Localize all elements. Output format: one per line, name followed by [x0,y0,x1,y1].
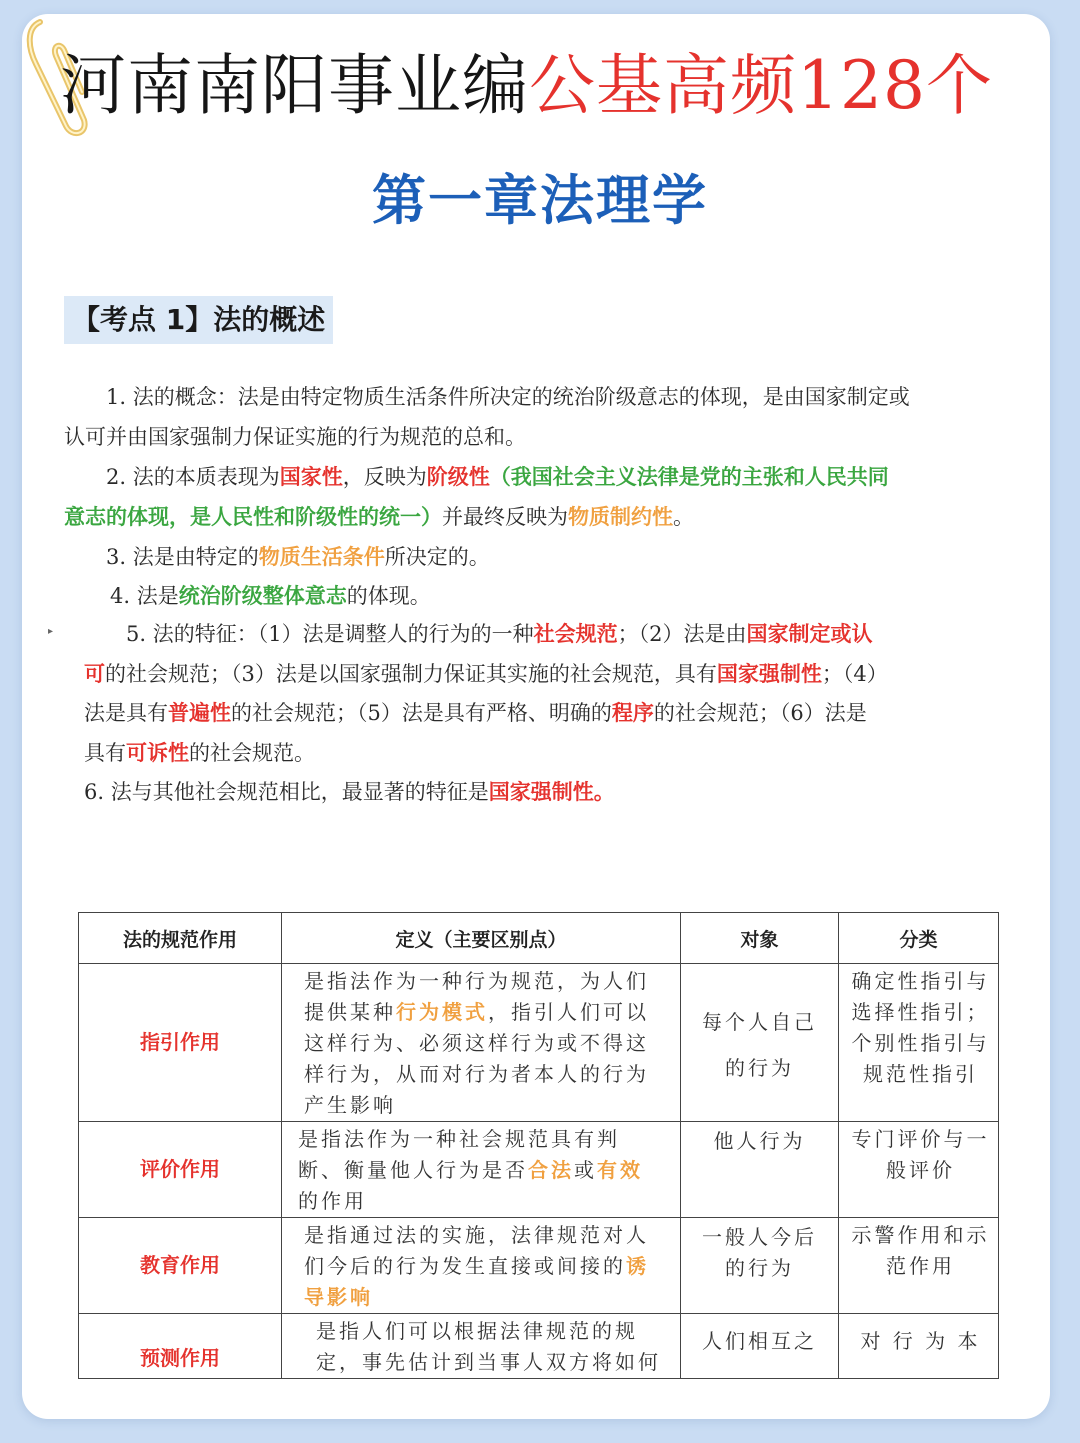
p5-highlight-procedure: 程序 [611,701,654,725]
paragraph-2-line-1 [64,458,1004,498]
p5-highlight-state-a: 国家制定或认 [746,622,873,646]
function-name: 预测作用 [79,1314,282,1379]
p3-text-a: 3. 法是由特定的 [106,545,259,569]
paragraph-1-line-2: 认可并由国家强制力保证实施的行为规范的总和。 [64,424,526,449]
def-text: 的作用 [298,1189,367,1213]
def-text: 或 [574,1158,597,1182]
section-label: 【考点 1】法的概述 [64,296,333,344]
paragraph-2-line-2 [64,498,1004,538]
function-name: 教育作用 [79,1218,282,1314]
p2-highlight-class: 阶级性 [426,465,490,489]
paragraph-4 [110,577,1010,617]
def-text: ，指引人们可以这样行为、必须这样行为或不得这样行为，从而对行为者本人的行为产生影响 [304,1000,649,1117]
p4-text-a: 4. 法是 [110,584,179,608]
table-row [79,1122,999,1218]
title-black: 河南南阳事业编 [60,47,529,124]
p5-highlight-state-b: 可 [84,661,105,686]
category-cell: 示警作用和示范作用 [839,1218,999,1314]
definition-cell [282,964,681,1122]
p6-text-a: 6. 法与其他社会规范相比，最显著的特征是 [84,780,489,804]
p2-text-i: 。 [673,504,694,529]
paragraph-5-line-1 [84,615,1004,655]
def-highlight: 诱导影响 [304,1254,649,1309]
def-text: 是指通过法的实施，法律规范对人们今后的行为发生直接或间接的 [304,1223,649,1278]
p5-highlight-universal: 普遍性 [168,701,231,725]
def-highlight: 有效 [597,1158,643,1182]
header-definition: 定义（主要区别点） [282,913,681,964]
def-highlight: 合法 [528,1158,574,1182]
p2-text-c: ，反映为 [342,465,427,489]
table-row [79,964,999,1122]
object-cell: 人们相互之 [681,1314,839,1379]
category-cell: 对 行 为 本 [839,1314,999,1379]
p2-highlight-national: 国家性 [279,465,343,489]
category-cell: 确定性指引与选择性指引；个别性指引与规范性指引 [839,964,999,1122]
paragraph-5-line-4 [84,734,1004,774]
definition-cell [282,1218,681,1314]
p6-highlight: 国家强制性。 [488,780,615,804]
p2-text-g: 并最终反映为 [442,504,568,529]
bullet-marker-icon: ▸ [48,626,54,637]
paragraph-5 [84,615,1004,773]
paragraph-5-line-2 [84,655,1004,695]
paragraph-3 [106,538,1006,578]
table-header-row [79,913,999,964]
definition-cell [282,1122,681,1218]
title-red: 公基高频128个 [529,47,993,124]
p5-highlight-social: 社会规范 [533,622,618,646]
def-text: 是指法作为一种社会规范具有判断、衡量他人行为是否 [298,1127,620,1182]
header-category: 分类 [839,913,999,964]
header-object: 对象 [681,913,839,964]
function-name: 指引作用 [79,964,282,1122]
def-text: 是指法作为一种行为规范，为人们提供某种 [304,969,649,1024]
p5-highlight-coercive: 国家强制性 [716,661,822,686]
p5-text-f: 的社会规范；（3）法是以国家强制力保证其实施的社会规范，具有 [105,661,717,686]
p2-text-a: 2. 法的本质表现为 [106,465,280,489]
definition-cell: 是指人们可以根据法律规范的规定，事先估计到当事人双方将如何 [282,1314,681,1379]
chapter-heading: 第一章法理学 [372,169,708,232]
table-row [79,1218,999,1314]
page-title [60,36,1060,136]
p2-green-b: 意志的体现，是人民性和阶级性的统一） [64,504,442,529]
paragraph-1-line-1: 1. 法的概念：法是由特定物质生活条件所决定的统治阶级意志的体现，是由国家制定或 [106,385,910,409]
object-cell: 他人行为 [681,1122,839,1218]
object-cell: 一般人今后的行为 [681,1218,839,1314]
category-cell: 专门评价与一般评价 [839,1122,999,1218]
p5-text-h: ；（4） [821,661,888,686]
object-cell: 每个人自己的行为 [681,964,839,1122]
p5-text-n: 具有 [84,740,126,765]
p5-text-i: 法是具有 [84,701,168,725]
p5-highlight-suable: 可诉性 [126,740,189,765]
p5-text-p: 的社会规范。 [189,740,315,765]
p5-text-a: 5. 法的特征：（1）法是调整人的行为的一种 [126,622,534,646]
p3-highlight: 物质生活条件 [258,545,385,569]
p3-text-c: 所决定的。 [384,545,490,569]
p5-text-k: 的社会规范；（5）法是具有严格、明确的 [231,701,612,725]
p5-text-m: 的社会规范；（6）法是 [653,701,867,725]
p2-green-a: （我国社会主义法律是党的主张和人民共同 [489,465,889,489]
p5-text-c: ；（2）法是由 [617,622,747,646]
p4-highlight: 统治阶级整体意志 [178,584,347,608]
paragraph-1 [64,378,1004,457]
table-row [79,1314,999,1379]
function-name: 评价作用 [79,1122,282,1218]
p2-highlight-material: 物质制约性 [568,504,673,529]
p4-text-c: 的体现。 [346,584,431,608]
paragraph-5-line-3 [84,694,1004,734]
paragraph-6 [84,773,1004,813]
def-highlight: 行为模式 [396,1000,488,1024]
norm-function-table [78,912,999,1379]
header-function: 法的规范作用 [79,913,282,964]
paragraph-2 [64,458,1004,537]
